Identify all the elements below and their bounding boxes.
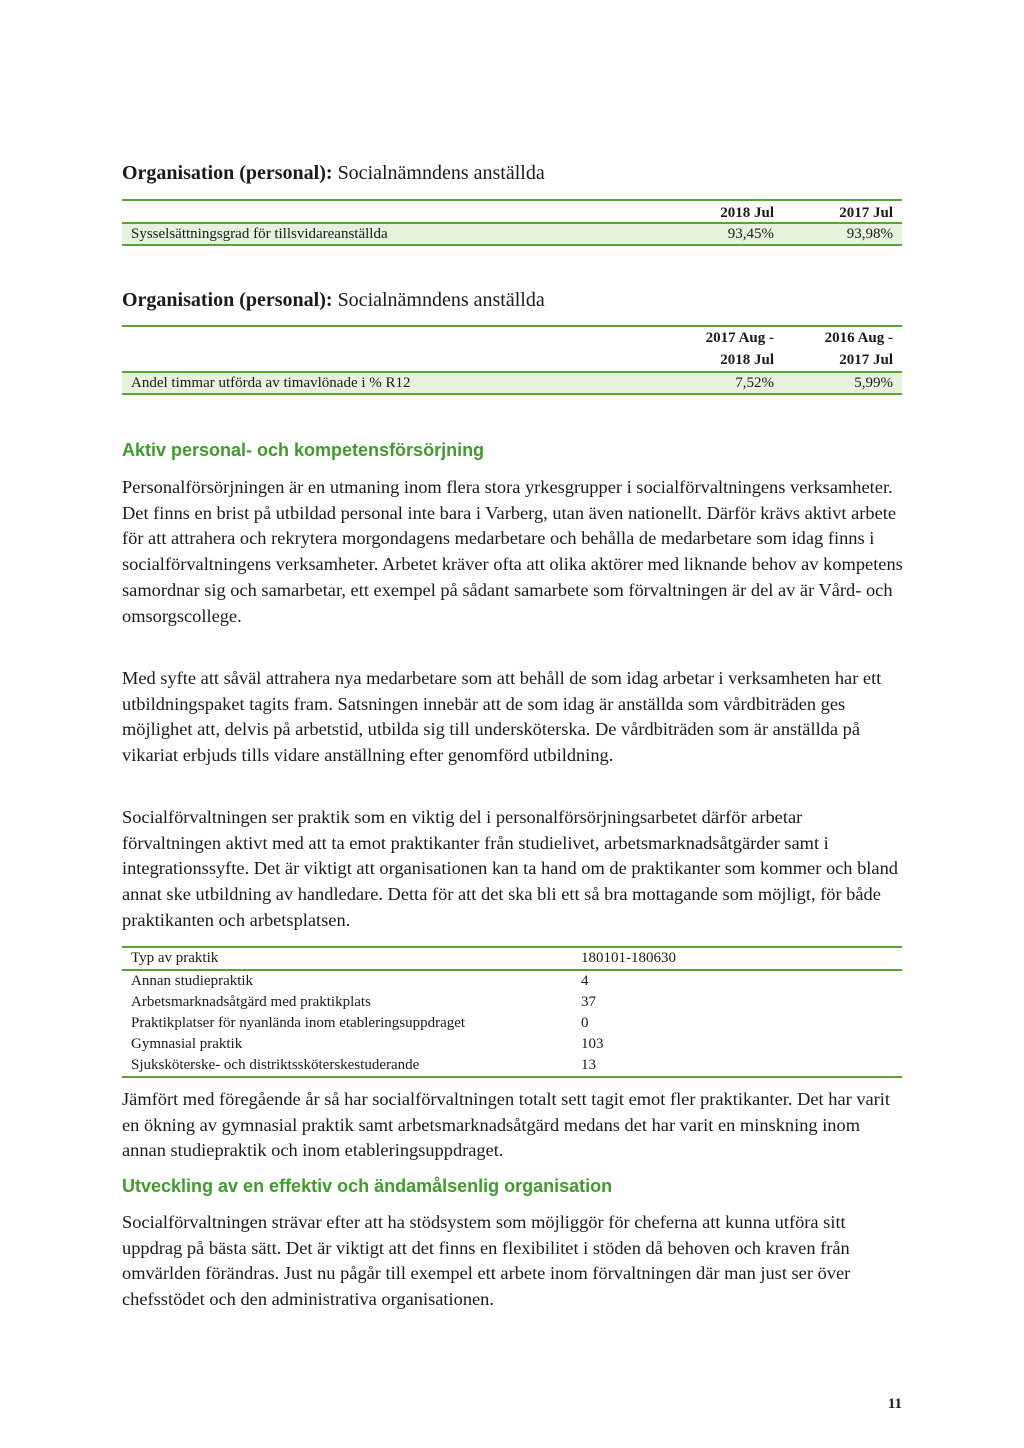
table2-heading-bold: Organisation (personal): bbox=[122, 289, 333, 311]
praktik-row-value: 0 bbox=[581, 1015, 589, 1031]
table1-col1-header: 2018 Jul bbox=[664, 200, 783, 223]
table2-col2-header: 2016 Aug - 2017 Jul bbox=[783, 326, 902, 372]
praktik-row-label: Annan studiepraktik bbox=[131, 973, 254, 989]
praktik-header-type: Typ av praktik bbox=[122, 947, 572, 970]
table1-heading-bold: Organisation (personal): bbox=[122, 162, 333, 184]
page-number: 11 bbox=[887, 1396, 902, 1412]
table2-heading bbox=[122, 289, 545, 312]
table1-val1: 93,45% bbox=[664, 223, 783, 245]
praktik-row-value: 103 bbox=[581, 1036, 604, 1052]
praktik-row-value: 37 bbox=[581, 994, 596, 1010]
table2-row-label: Andel timmar utförda av timavlönade i % R12 bbox=[122, 372, 664, 394]
table2-val1: 7,52% bbox=[664, 372, 783, 394]
paragraph-jamfort: Jämfört med föregående år så har socialförvaltningen totalt sett tagit emot fler praktikanter. Det har varit en ökning av gymnasial praktik samt arbetsmarknadsåtgärd medans det har varit en minskning inom annan studiepraktik och inom etableringsuppdraget. bbox=[122, 1089, 891, 1161]
praktik-row-label: Arbetsmarknadsåtgärd med praktikplats bbox=[131, 994, 371, 1010]
table-row bbox=[122, 1013, 902, 1034]
section-title-organisation: Utveckling av en effektiv och ändamålsenlig organisation bbox=[122, 1176, 613, 1196]
praktik-row-value: 13 bbox=[572, 1055, 902, 1077]
table-row bbox=[122, 970, 902, 992]
paragraph-praktik: Socialförvaltningen ser praktik som en viktig del i personalförsörjningsarbetet därför arbetar förvaltningen aktivt med att ta emot praktikanter från studielivet, arbetsmarknadsåtgärder samt i integrationssyfte. Det är viktigt att organisationen kan ta hand om de praktikanter som kommer och bland annat ske utbildning av handledare. Detta för att det ska bli ett så bra mottagande som möjligt, för både praktikanten och arbetsplatsen. bbox=[122, 807, 898, 930]
praktik-row-value: 4 bbox=[581, 973, 589, 989]
table-row bbox=[122, 992, 902, 1013]
table1-row-label: Sysselsättningsgrad för tillsvidareanställda bbox=[122, 223, 664, 245]
paragraph-stodsystem: Socialförvaltningen strävar efter att ha stödsystem som möjliggör för cheferna att kunna utföra sitt uppdrag på bästa sätt. Det är viktigt att det finns en flexibilitet i stöden då behoven och kraven från omvärlden förändras. Just nu pågår till exempel ett arbete inom förvaltningen där man just ser över chefsstödet och den administrativa organisationen. bbox=[122, 1212, 851, 1310]
table1-kpi bbox=[122, 199, 902, 246]
section-title-kompetens: Aktiv personal- och kompetensförsörjning bbox=[122, 440, 485, 460]
table2-val2: 5,99% bbox=[783, 372, 902, 394]
table-row bbox=[122, 1034, 902, 1055]
paragraph-utbildningspaket: Med syfte att såväl attrahera nya medarbetare som att behåll de som idag arbetar i verksamheten har ett utbildningspaket tagits fram. Satsningen innebär att de som idag är anställda som vårdbiträden ges möjlighet att, delvis på arbetstid, utbilda sig till undersköterska. De vårdbiträden som är anställda på vikariat erbjuds tills vidare anställning efter genomförd utbildning. bbox=[122, 668, 882, 766]
table1-val2: 93,98% bbox=[783, 223, 902, 245]
table1-col2-header: 2017 Jul bbox=[783, 200, 902, 223]
praktik-row-label: Praktikplatser för nyanlända inom etableringsuppdraget bbox=[131, 1015, 466, 1031]
paragraph-personalforsorjning: Personalförsörjningen är en utmaning inom flera stora yrkesgrupper i socialförvaltningens verksamheter. Det finns en brist på utbildad personal inte bara i Varberg, utan även nationellt. Därför krävs aktivt arbete för att attrahera och rekrytera morgondagens medarbetare och behålla de medarbetare som idag finns i socialförvaltningens verksamheter. Arbetet kräver ofta att olika aktörer med liknande behov av kompetens samordnar sig och samarbetar, ett exempel på sådant samarbete som förvaltningen är del av är Vård- och omsorgscollege. bbox=[122, 477, 903, 626]
table2-kpi bbox=[122, 325, 902, 395]
table-row bbox=[122, 1055, 902, 1077]
praktik-row-label: Gymnasial praktik bbox=[131, 1036, 243, 1052]
praktik-header-period: 180101-180630 bbox=[572, 947, 902, 970]
table1-heading bbox=[122, 162, 545, 185]
table2-heading-rest: Socialnämndens anställda bbox=[332, 289, 545, 311]
table2-col1-header: 2017 Aug - 2018 Jul bbox=[664, 326, 783, 372]
table1-heading-rest: Socialnämndens anställda bbox=[332, 162, 545, 184]
praktik-row-label: Sjuksköterske- och distriktssköterskestuderande bbox=[122, 1055, 572, 1077]
praktik-table bbox=[122, 946, 902, 1078]
